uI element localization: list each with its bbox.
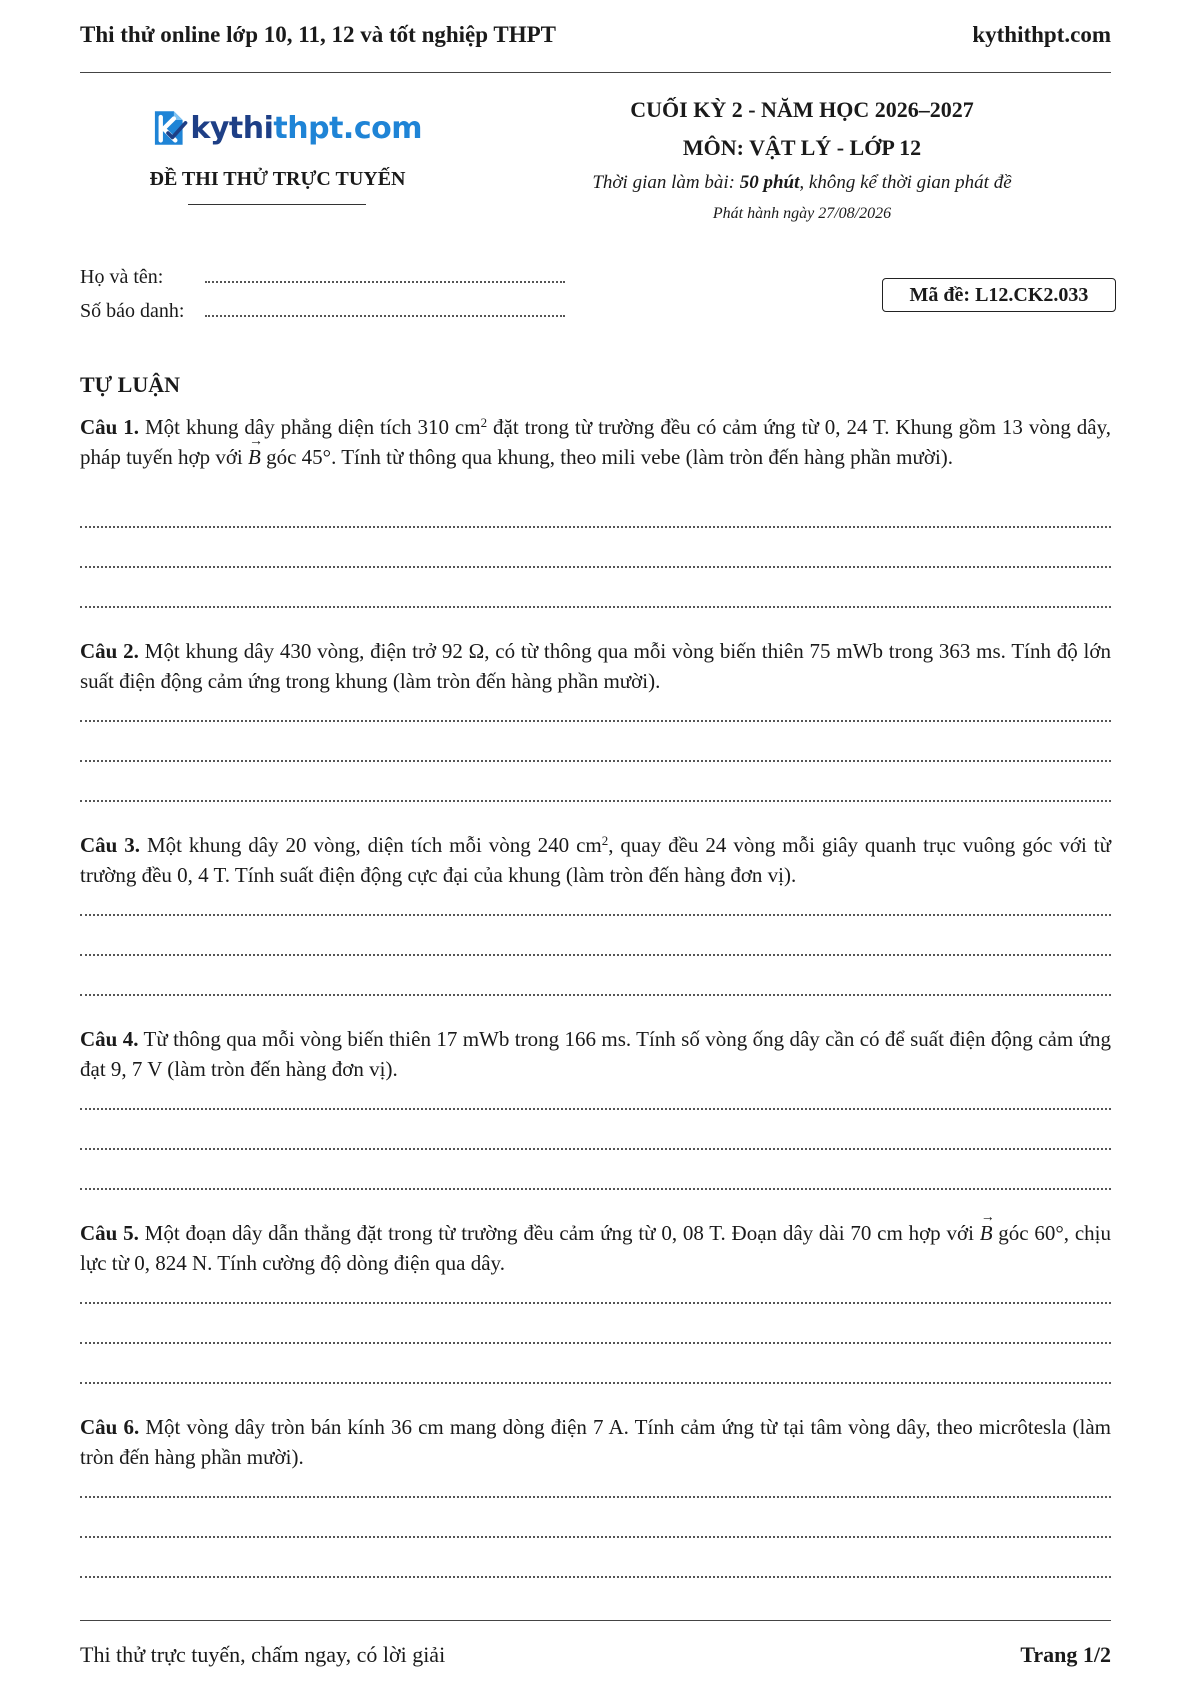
duration-suffix: , không kể thời gian phát đề [799,172,1012,193]
question-5 [80,1218,1111,1278]
release-date: Phát hành ngày 27/08/2026 [712,205,892,222]
name-input-line[interactable] [205,267,565,283]
question-text: Một khung dây 20 vòng, diện tích mỗi vòng 240 cm [140,833,602,857]
superscript: 2 [480,415,488,430]
logo-text-part2: thpt.com [273,110,422,146]
question-text: Từ thông qua mỗi vòng biến thiên 17 mWb trong 166 ms. Tính số vòng ống dây cần có để suất điện động cảm ứng đạt 9, 7 V (làm tròn đến hàng đơn vị). [80,1027,1111,1081]
exam-info [520,95,1084,229]
name-field[interactable] [80,266,565,289]
answer-line[interactable] [80,1576,1111,1578]
superscript: 2 [601,833,609,848]
answer-line[interactable] [80,1342,1111,1344]
question-text: Một vòng dây tròn bán kính 36 cm mang dòng điện 7 A. Tính cảm ứng từ tại tâm vòng dây, theo micrôtesla (làm tròn đến hàng phần mười). [80,1415,1111,1469]
answer-line[interactable] [80,720,1111,722]
question-label: Câu 5. [80,1221,139,1245]
answer-line[interactable] [80,1496,1111,1498]
exam-subject: MÔN: VẬT LÝ - LỚP 12 [682,135,922,160]
question-text: Một khung dây phẳng diện tích 310 cm [139,415,481,439]
header-rule [80,72,1111,73]
vector-b: → B [248,442,261,472]
question-text: đặt trong từ trường đều có cảm ứng từ 0, 24 T. Khung gồm 13 vòng dây, pháp tuyến hợp với [80,415,1111,469]
answer-line[interactable] [80,566,1111,568]
id-field[interactable] [80,300,565,323]
footer-tagline: Thi thử trực tuyến, chấm ngay, có lời giải [80,1642,446,1667]
name-label: Họ và tên: [80,266,164,288]
question-text: , quay đều 24 vòng mỗi giây quanh trục vuông góc với từ trường đều 0, 4 T. Tính suất điện động cực đại của khung (làm tròn đến hàng đơn vị). [80,833,1111,887]
header-title: Thi thử online lớp 10, 11, 12 và tốt nghiệp THPT [80,22,556,47]
question-label: Câu 2. [80,639,139,663]
exam-code-box: Mã đề: L12.CK2.033 [882,278,1116,312]
answer-line[interactable] [80,800,1111,802]
question-label: Câu 3. [80,833,141,857]
question-text: Một đoạn dây dẫn thẳng đặt trong từ trường đều cảm ứng từ 0, 08 T. Đoạn dây dài 70 cm hợp với [138,1221,980,1245]
question-2 [80,636,1111,696]
answer-line[interactable] [80,954,1111,956]
answer-line[interactable] [80,994,1111,996]
question-label: Câu 6. [80,1415,140,1439]
question-label: Câu 1. [80,415,140,439]
question-4 [80,1024,1111,1084]
answer-line[interactable] [80,1108,1111,1110]
duration-prefix: Thời gian làm bài: [592,172,740,193]
logo-mark-icon [152,101,188,155]
section-title: TỰ LUẬN [80,372,181,397]
duration-value: 50 phút [739,172,800,193]
question-label: Câu 4. [80,1027,139,1051]
question-3 [80,830,1111,890]
answer-line[interactable] [80,1536,1111,1538]
question-text: góc 45°. Tính từ thông qua khung, theo mili vebe (làm tròn đến hàng phần mười). [260,445,954,469]
logo-text [190,111,422,146]
footer-rule [80,1620,1111,1621]
logo-text-part1: kythi [190,110,274,146]
header-site[interactable]: kythithpt.com [972,22,1111,47]
logo [152,100,422,156]
page-number: Trang 1/2 [1020,1642,1111,1667]
question-text: Một khung dây 430 vòng, điện trở 92 Ω, có từ thông qua mỗi vòng biến thiên 75 mWb trong 363 ms. Tính độ lớn suất điện động cảm ứng trong khung (làm tròn đến hàng phần mười). [80,639,1111,693]
answer-line[interactable] [80,606,1111,608]
question-1 [80,412,1111,472]
vector-b: → B [980,1218,993,1248]
exam-duration [520,167,1084,199]
answer-line[interactable] [80,1302,1111,1304]
question-6 [80,1412,1111,1472]
answer-line[interactable] [80,526,1111,528]
answer-line[interactable] [80,914,1111,916]
id-input-line[interactable] [205,301,565,317]
answer-line[interactable] [80,760,1111,762]
answer-line[interactable] [80,1148,1111,1150]
answer-line[interactable] [80,1188,1111,1190]
id-label: Số báo danh: [80,300,185,322]
exam-term: CUỐI KỲ 2 - NĂM HỌC 2026–2027 [630,97,974,122]
answer-line[interactable] [80,1382,1111,1384]
question-text: góc 60°, chịu lực từ 0, 824 N. Tính cường độ dòng điện qua dây. [80,1221,1111,1275]
exam-subtitle: ĐỀ THI THỬ TRỰC TUYẾN [149,168,406,190]
subtitle-underline [188,204,366,205]
